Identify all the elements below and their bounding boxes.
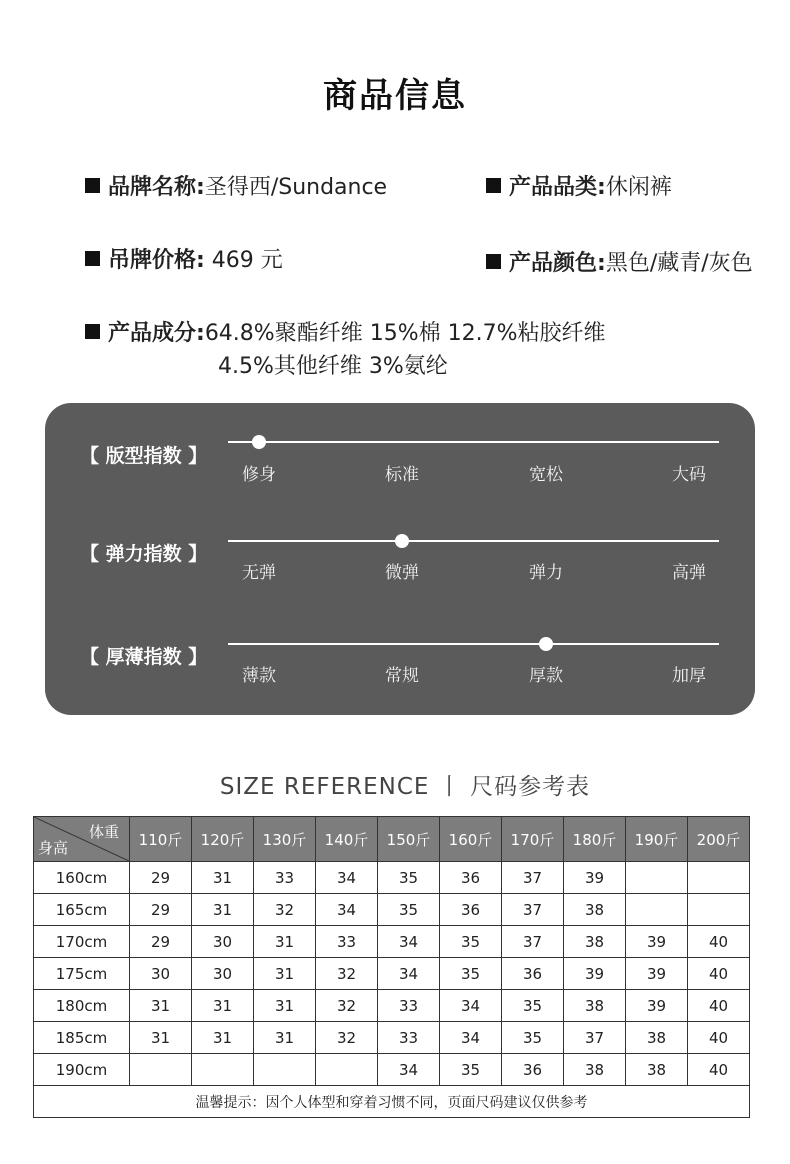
size-cell xyxy=(130,1054,192,1086)
stretch-index-track xyxy=(228,540,719,542)
height-cell: 180cm xyxy=(34,990,130,1022)
height-cell: 190cm xyxy=(34,1054,130,1086)
size-cell: 36 xyxy=(502,958,564,990)
size-cell: 39 xyxy=(564,862,626,894)
brand-value: 圣得西/Sundance xyxy=(204,175,388,200)
size-cell: 35 xyxy=(440,958,502,990)
size-cell xyxy=(688,894,750,926)
size-cell: 31 xyxy=(254,926,316,958)
weight-column-header: 110斤 xyxy=(130,817,192,862)
size-cell: 34 xyxy=(316,862,378,894)
size-cell: 40 xyxy=(688,1054,750,1086)
brand-info xyxy=(85,170,387,201)
fit-tick: 宽松 xyxy=(529,465,563,485)
square-bullet-icon xyxy=(486,254,501,269)
thickness-tick: 厚款 xyxy=(529,666,563,686)
size-cell xyxy=(316,1054,378,1086)
color-info xyxy=(486,246,753,277)
weight-column-header: 140斤 xyxy=(316,817,378,862)
size-reference-title: SIZE REFERENCE 丨 尺码参考表 xyxy=(219,774,591,800)
size-cell xyxy=(192,1054,254,1086)
size-cell: 31 xyxy=(130,990,192,1022)
table-row xyxy=(34,862,750,894)
size-cell: 34 xyxy=(440,990,502,1022)
stretch-index-knob xyxy=(395,534,409,548)
index-panel xyxy=(45,403,755,715)
stretch-tick: 高弹 xyxy=(672,563,706,583)
size-cell: 38 xyxy=(564,990,626,1022)
thickness-tick: 常规 xyxy=(385,666,419,686)
size-cell: 40 xyxy=(688,926,750,958)
size-cell xyxy=(254,1054,316,1086)
height-cell: 170cm xyxy=(34,926,130,958)
size-cell: 34 xyxy=(378,1054,440,1086)
composition-line2: 4.5%其他纤维 3%氨纶 xyxy=(218,354,448,379)
table-row xyxy=(34,990,750,1022)
size-cell xyxy=(626,862,688,894)
height-cell: 175cm xyxy=(34,958,130,990)
composition-line1: 64.8%聚酯纤维 15%棉 12.7%粘胶纤维 xyxy=(204,321,606,346)
size-cell: 34 xyxy=(378,958,440,990)
weight-column-header: 200斤 xyxy=(688,817,750,862)
size-cell: 38 xyxy=(626,1054,688,1086)
weight-column-header: 130斤 xyxy=(254,817,316,862)
size-table-corner xyxy=(34,817,130,862)
fit-index-track xyxy=(228,441,719,443)
size-cell: 30 xyxy=(192,926,254,958)
size-cell: 35 xyxy=(440,926,502,958)
size-table-note-row xyxy=(34,1086,750,1118)
weight-column-header: 180斤 xyxy=(564,817,626,862)
size-cell: 31 xyxy=(254,1022,316,1054)
weight-column-header: 120斤 xyxy=(192,817,254,862)
height-cell: 185cm xyxy=(34,1022,130,1054)
size-cell: 39 xyxy=(626,990,688,1022)
size-cell: 38 xyxy=(564,894,626,926)
square-bullet-icon xyxy=(85,324,100,339)
corner-weight-label: 体重 xyxy=(88,823,119,841)
size-cell: 37 xyxy=(502,862,564,894)
size-cell xyxy=(688,862,750,894)
square-bullet-icon xyxy=(85,178,100,193)
weight-column-header: 190斤 xyxy=(626,817,688,862)
size-cell: 33 xyxy=(316,926,378,958)
fit-tick: 标准 xyxy=(385,465,419,485)
size-cell: 38 xyxy=(564,926,626,958)
size-cell xyxy=(626,894,688,926)
size-cell: 34 xyxy=(316,894,378,926)
square-bullet-icon xyxy=(85,251,100,266)
fit-index-knob xyxy=(252,435,266,449)
size-cell: 31 xyxy=(130,1022,192,1054)
size-cell: 32 xyxy=(316,1022,378,1054)
fit-index-title: 【 版型指数 】 xyxy=(80,445,208,467)
size-table xyxy=(33,816,750,1118)
size-cell: 35 xyxy=(378,894,440,926)
size-cell: 35 xyxy=(378,862,440,894)
thickness-index-track xyxy=(228,643,719,645)
fit-tick: 修身 xyxy=(242,465,276,485)
weight-column-header: 150斤 xyxy=(378,817,440,862)
height-cell: 165cm xyxy=(34,894,130,926)
size-cell: 32 xyxy=(316,958,378,990)
size-cell: 32 xyxy=(254,894,316,926)
size-cell: 39 xyxy=(626,958,688,990)
size-cell: 30 xyxy=(192,958,254,990)
height-cell: 160cm xyxy=(34,862,130,894)
stretch-tick: 弹力 xyxy=(529,563,563,583)
size-cell: 33 xyxy=(254,862,316,894)
size-cell: 40 xyxy=(688,1022,750,1054)
color-label: 产品颜色: xyxy=(509,251,606,276)
price-value: 469 元 xyxy=(204,248,283,273)
thickness-tick: 薄款 xyxy=(242,666,276,686)
size-cell: 37 xyxy=(502,894,564,926)
corner-height-label: 身高 xyxy=(38,839,69,857)
size-cell: 38 xyxy=(564,1054,626,1086)
size-cell: 29 xyxy=(130,862,192,894)
color-value: 黑色/藏青/灰色 xyxy=(605,251,753,276)
size-cell: 29 xyxy=(130,894,192,926)
stretch-tick: 无弹 xyxy=(242,563,276,583)
size-cell: 40 xyxy=(688,958,750,990)
size-cell: 35 xyxy=(502,1022,564,1054)
category-value: 休闲裤 xyxy=(605,175,672,200)
thickness-index-title: 【 厚薄指数 】 xyxy=(80,646,208,668)
size-cell: 35 xyxy=(502,990,564,1022)
category-label: 产品品类: xyxy=(509,175,606,200)
category-info xyxy=(486,170,672,201)
size-cell: 29 xyxy=(130,926,192,958)
weight-column-header: 170斤 xyxy=(502,817,564,862)
size-cell: 39 xyxy=(564,958,626,990)
size-cell: 31 xyxy=(192,1022,254,1054)
thickness-index-knob xyxy=(539,637,553,651)
size-table-header-row xyxy=(34,817,750,862)
size-cell: 33 xyxy=(378,990,440,1022)
brand-label: 品牌名称: xyxy=(108,175,205,200)
price-label: 吊牌价格: xyxy=(108,248,205,273)
size-cell: 40 xyxy=(688,990,750,1022)
size-cell: 31 xyxy=(192,990,254,1022)
size-cell: 31 xyxy=(192,894,254,926)
price-info xyxy=(85,243,283,274)
size-cell: 35 xyxy=(440,1054,502,1086)
size-cell: 31 xyxy=(192,862,254,894)
stretch-index-title: 【 弹力指数 】 xyxy=(80,543,208,565)
table-row xyxy=(34,1022,750,1054)
size-cell: 32 xyxy=(316,990,378,1022)
thickness-tick: 加厚 xyxy=(672,666,706,686)
size-cell: 39 xyxy=(626,926,688,958)
table-row xyxy=(34,1054,750,1086)
size-cell: 33 xyxy=(378,1022,440,1054)
table-row xyxy=(34,926,750,958)
composition-info xyxy=(85,316,605,347)
size-cell: 34 xyxy=(440,1022,502,1054)
page-title: 商品信息 xyxy=(323,76,467,116)
size-cell: 31 xyxy=(254,990,316,1022)
composition-label: 产品成分: xyxy=(108,321,205,346)
size-cell: 34 xyxy=(378,926,440,958)
stretch-tick: 微弹 xyxy=(385,563,419,583)
fit-tick: 大码 xyxy=(672,465,706,485)
size-cell: 38 xyxy=(626,1022,688,1054)
square-bullet-icon xyxy=(486,178,501,193)
size-note: 温馨提示：因个人体型和穿着习惯不同，页面尺码建议仅供参考 xyxy=(34,1086,750,1118)
size-cell: 37 xyxy=(564,1022,626,1054)
weight-column-header: 160斤 xyxy=(440,817,502,862)
table-row xyxy=(34,958,750,990)
size-cell: 36 xyxy=(502,1054,564,1086)
size-cell: 36 xyxy=(440,894,502,926)
size-cell: 36 xyxy=(440,862,502,894)
size-cell: 31 xyxy=(254,958,316,990)
size-cell: 30 xyxy=(130,958,192,990)
table-row xyxy=(34,894,750,926)
size-cell: 37 xyxy=(502,926,564,958)
